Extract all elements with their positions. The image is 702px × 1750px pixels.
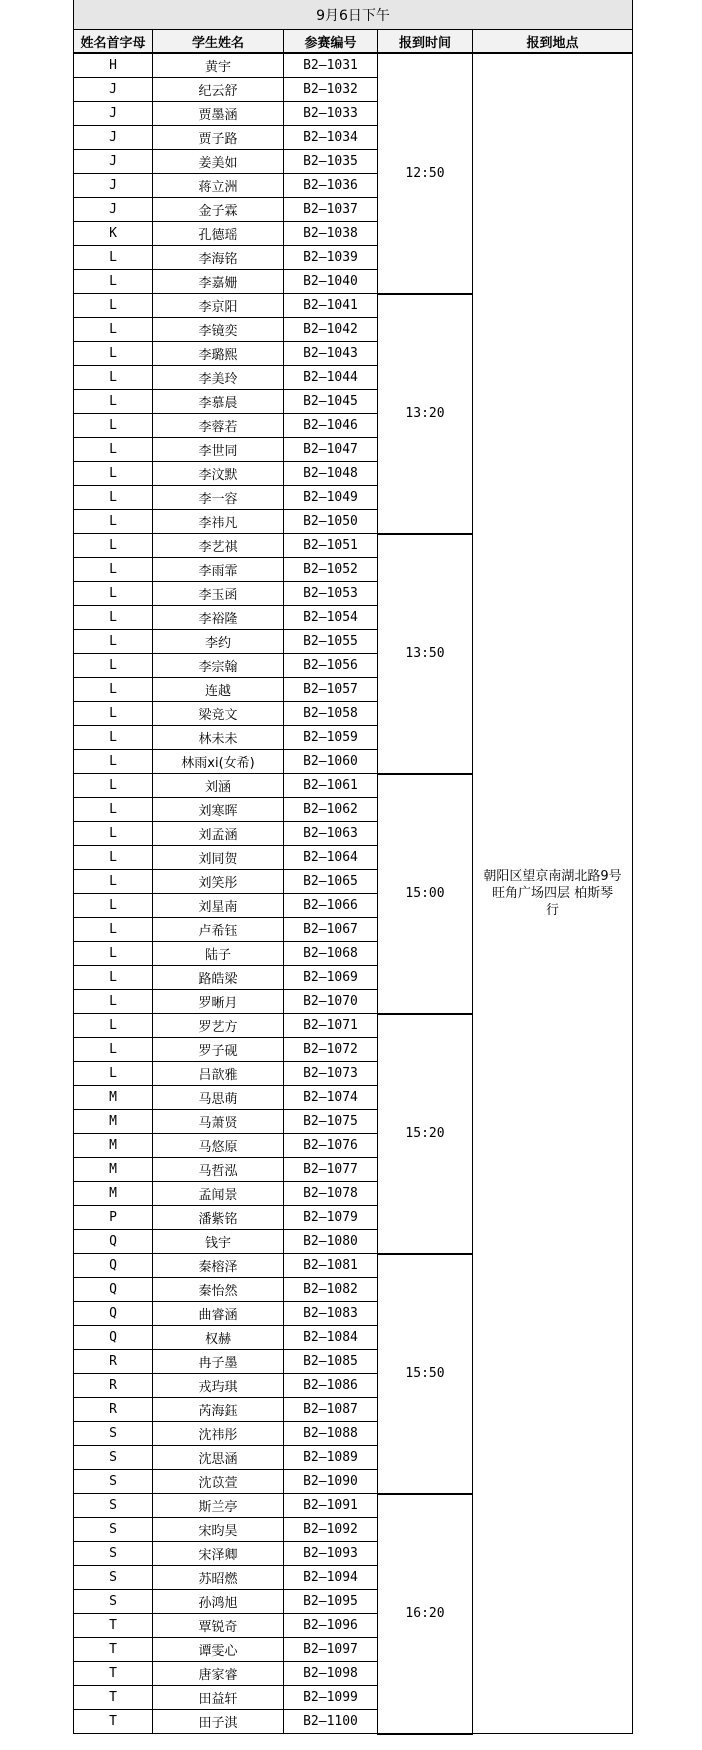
name-initial-cell: L [74, 294, 153, 318]
entry-number-cell: B2—1056 [284, 654, 378, 678]
name-initial-cell: L [74, 750, 153, 774]
name-initial-cell: L [74, 582, 153, 606]
name-initial-cell: S [74, 1422, 153, 1446]
entry-number-cell: B2—1095 [284, 1590, 378, 1614]
entry-number-cell: B2—1089 [284, 1446, 378, 1470]
name-initial-cell: Q [74, 1326, 153, 1350]
name-initial-cell: R [74, 1350, 153, 1374]
student-name-cell: 李雨霏 [153, 558, 284, 582]
name-initial-cell: Q [74, 1254, 153, 1278]
entry-number-cell: B2—1061 [284, 774, 378, 798]
name-initial-cell: L [74, 558, 153, 582]
student-name-cell: 马思萌 [153, 1086, 284, 1110]
entry-number-cell: B2—1081 [284, 1254, 378, 1278]
name-initial-cell: K [74, 222, 153, 246]
schedule-body [74, 53, 633, 1734]
name-initial-cell: T [74, 1686, 153, 1710]
student-name-cell: 谭雯心 [153, 1638, 284, 1662]
name-initial-cell: L [74, 798, 153, 822]
student-name-cell: 宋昀昊 [153, 1518, 284, 1542]
entry-number-cell: B2—1096 [284, 1614, 378, 1638]
name-initial-cell: S [74, 1446, 153, 1470]
student-name-cell: 李艺祺 [153, 534, 284, 558]
student-name-cell: 林雨xi(女希) [153, 750, 284, 774]
name-initial-cell: Q [74, 1230, 153, 1254]
student-name-cell: 李璐熙 [153, 342, 284, 366]
student-name-cell: 芮海鈺 [153, 1398, 284, 1422]
name-initial-cell: M [74, 1134, 153, 1158]
location-line: 旺角广场四层 柏斯琴 [491, 886, 614, 901]
entry-number-cell: B2—1060 [284, 750, 378, 774]
name-initial-cell: L [74, 318, 153, 342]
entry-number-cell: B2—1038 [284, 222, 378, 246]
entry-number-cell: B2—1049 [284, 486, 378, 510]
checkin-time-cell: 15:20 [378, 1014, 473, 1254]
student-name-cell: 权赫 [153, 1326, 284, 1350]
name-initial-cell: L [74, 870, 153, 894]
student-name-cell: 罗晰月 [153, 990, 284, 1014]
name-initial-cell: L [74, 894, 153, 918]
student-name-cell: 李世同 [153, 438, 284, 462]
name-initial-cell: L [74, 702, 153, 726]
name-initial-cell: L [74, 1014, 153, 1038]
entry-number-cell: B2—1085 [284, 1350, 378, 1374]
student-name-cell: 吕歆雅 [153, 1062, 284, 1086]
name-initial-cell: J [74, 102, 153, 126]
entry-number-cell: B2—1070 [284, 990, 378, 1014]
entry-number-cell: B2—1087 [284, 1398, 378, 1422]
entry-number-cell: B2—1031 [284, 53, 378, 78]
table-row [74, 53, 633, 78]
entry-number-cell: B2—1091 [284, 1494, 378, 1518]
entry-number-cell: B2—1076 [284, 1134, 378, 1158]
checkin-time-cell: 12:50 [378, 53, 473, 294]
entry-number-cell: B2—1090 [284, 1470, 378, 1494]
entry-number-cell: B2—1034 [284, 126, 378, 150]
entry-number-cell: B2—1047 [284, 438, 378, 462]
student-name-cell: 覃锐奇 [153, 1614, 284, 1638]
entry-number-cell: B2—1055 [284, 630, 378, 654]
entry-number-cell: B2—1084 [284, 1326, 378, 1350]
name-initial-cell: L [74, 846, 153, 870]
name-initial-cell: T [74, 1614, 153, 1638]
checkin-time-cell: 16:20 [378, 1494, 473, 1734]
entry-number-cell: B2—1039 [284, 246, 378, 270]
student-name-cell: 李汶默 [153, 462, 284, 486]
name-initial-cell: P [74, 1206, 153, 1230]
checkin-time-cell: 13:20 [378, 294, 473, 534]
entry-number-cell: B2—1083 [284, 1302, 378, 1326]
student-name-cell: 宋泽卿 [153, 1542, 284, 1566]
student-name-cell: 刘同贺 [153, 846, 284, 870]
name-initial-cell: L [74, 510, 153, 534]
entry-number-cell: B2—1033 [284, 102, 378, 126]
entry-number-cell: B2—1100 [284, 1710, 378, 1734]
student-name-cell: 贾墨涵 [153, 102, 284, 126]
name-initial-cell: J [74, 198, 153, 222]
entry-number-cell: B2—1099 [284, 1686, 378, 1710]
name-initial-cell: R [74, 1374, 153, 1398]
name-initial-cell: J [74, 174, 153, 198]
header-checkin-location: 报到地点 [473, 30, 633, 54]
entry-number-cell: B2—1045 [284, 390, 378, 414]
student-name-cell: 刘笑彤 [153, 870, 284, 894]
student-name-cell: 李镜奕 [153, 318, 284, 342]
entry-number-cell: B2—1059 [284, 726, 378, 750]
student-name-cell: 李约 [153, 630, 284, 654]
student-name-cell: 黄宇 [153, 53, 284, 78]
entry-number-cell: B2—1057 [284, 678, 378, 702]
title-row [74, 0, 633, 30]
name-initial-cell: S [74, 1566, 153, 1590]
sheet-title: 9月6日下午 [74, 0, 633, 30]
name-initial-cell: L [74, 630, 153, 654]
student-name-cell: 田子淇 [153, 1710, 284, 1734]
student-name-cell: 李美玲 [153, 366, 284, 390]
name-initial-cell: L [74, 414, 153, 438]
entry-number-cell: B2—1065 [284, 870, 378, 894]
entry-number-cell: B2—1080 [284, 1230, 378, 1254]
name-initial-cell: Q [74, 1278, 153, 1302]
student-name-cell: 马萧贤 [153, 1110, 284, 1134]
name-initial-cell: M [74, 1110, 153, 1134]
name-initial-cell: T [74, 1710, 153, 1734]
student-name-cell: 马哲泓 [153, 1158, 284, 1182]
student-name-cell: 田益轩 [153, 1686, 284, 1710]
student-name-cell: 唐家睿 [153, 1662, 284, 1686]
entry-number-cell: B2—1062 [284, 798, 378, 822]
name-initial-cell: L [74, 678, 153, 702]
student-name-cell: 斯兰亭 [153, 1494, 284, 1518]
student-name-cell: 沈祎彤 [153, 1422, 284, 1446]
student-name-cell: 蒋立洲 [153, 174, 284, 198]
entry-number-cell: B2—1079 [284, 1206, 378, 1230]
student-name-cell: 连越 [153, 678, 284, 702]
student-name-cell: 罗艺方 [153, 1014, 284, 1038]
entry-number-cell: B2—1098 [284, 1662, 378, 1686]
header-student-name: 学生姓名 [153, 30, 284, 54]
entry-number-cell: B2—1064 [284, 846, 378, 870]
student-name-cell: 梁竞文 [153, 702, 284, 726]
name-initial-cell: L [74, 342, 153, 366]
entry-number-cell: B2—1054 [284, 606, 378, 630]
schedule-table [73, 0, 633, 1735]
entry-number-cell: B2—1066 [284, 894, 378, 918]
name-initial-cell: M [74, 1182, 153, 1206]
entry-number-cell: B2—1053 [284, 582, 378, 606]
checkin-time-cell: 13:50 [378, 534, 473, 774]
name-initial-cell: L [74, 654, 153, 678]
entry-number-cell: B2—1071 [284, 1014, 378, 1038]
entry-number-cell: B2—1036 [284, 174, 378, 198]
student-name-cell: 金子霖 [153, 198, 284, 222]
header-checkin-time: 报到时间 [378, 30, 473, 54]
student-name-cell: 李嘉姗 [153, 270, 284, 294]
student-name-cell: 戎玙琪 [153, 1374, 284, 1398]
entry-number-cell: B2—1046 [284, 414, 378, 438]
student-name-cell: 姜美如 [153, 150, 284, 174]
checkin-time-cell: 15:50 [378, 1254, 473, 1494]
name-initial-cell: S [74, 1542, 153, 1566]
student-name-cell: 李京阳 [153, 294, 284, 318]
name-initial-cell: L [74, 726, 153, 750]
entry-number-cell: B2—1052 [284, 558, 378, 582]
entry-number-cell: B2—1063 [284, 822, 378, 846]
name-initial-cell: M [74, 1158, 153, 1182]
student-name-cell: 李裕隆 [153, 606, 284, 630]
name-initial-cell: L [74, 990, 153, 1014]
name-initial-cell: L [74, 1062, 153, 1086]
name-initial-cell: T [74, 1638, 153, 1662]
entry-number-cell: B2—1042 [284, 318, 378, 342]
name-initial-cell: L [74, 438, 153, 462]
entry-number-cell: B2—1041 [284, 294, 378, 318]
entry-number-cell: B2—1048 [284, 462, 378, 486]
entry-number-cell: B2—1074 [284, 1086, 378, 1110]
student-name-cell: 纪云舒 [153, 78, 284, 102]
location-line: 朝阳区望京南湖北路9号 [483, 869, 622, 884]
name-initial-cell: L [74, 1038, 153, 1062]
name-initial-cell: L [74, 822, 153, 846]
student-name-cell: 冉子墨 [153, 1350, 284, 1374]
student-name-cell: 李玉函 [153, 582, 284, 606]
entry-number-cell: B2—1093 [284, 1542, 378, 1566]
header-initial: 姓名首字母 [74, 30, 153, 54]
header-row [74, 30, 633, 54]
student-name-cell: 沈苡萱 [153, 1470, 284, 1494]
student-name-cell: 孟闻景 [153, 1182, 284, 1206]
entry-number-cell: B2—1073 [284, 1062, 378, 1086]
student-name-cell: 李海铭 [153, 246, 284, 270]
name-initial-cell: S [74, 1518, 153, 1542]
entry-number-cell: B2—1072 [284, 1038, 378, 1062]
entry-number-cell: B2—1082 [284, 1278, 378, 1302]
student-name-cell: 陆子 [153, 942, 284, 966]
student-name-cell: 秦怡然 [153, 1278, 284, 1302]
student-name-cell: 刘星南 [153, 894, 284, 918]
name-initial-cell: S [74, 1470, 153, 1494]
student-name-cell: 李祎凡 [153, 510, 284, 534]
student-name-cell: 沈思涵 [153, 1446, 284, 1470]
header-entry-number: 参赛编号 [284, 30, 378, 54]
name-initial-cell: L [74, 918, 153, 942]
entry-number-cell: B2—1043 [284, 342, 378, 366]
student-name-cell: 路皓梁 [153, 966, 284, 990]
name-initial-cell: J [74, 126, 153, 150]
name-initial-cell: L [74, 942, 153, 966]
student-name-cell: 刘孟涵 [153, 822, 284, 846]
name-initial-cell: L [74, 534, 153, 558]
name-initial-cell: L [74, 366, 153, 390]
student-name-cell: 刘寒晖 [153, 798, 284, 822]
student-name-cell: 李宗翰 [153, 654, 284, 678]
entry-number-cell: B2—1092 [284, 1518, 378, 1542]
name-initial-cell: T [74, 1662, 153, 1686]
student-name-cell: 卢希钰 [153, 918, 284, 942]
name-initial-cell: L [74, 270, 153, 294]
name-initial-cell: J [74, 78, 153, 102]
student-name-cell: 苏昭燃 [153, 1566, 284, 1590]
student-name-cell: 孙鸿旭 [153, 1590, 284, 1614]
name-initial-cell: L [74, 390, 153, 414]
checkin-time-cell: 15:00 [378, 774, 473, 1014]
student-name-cell: 李蓉若 [153, 414, 284, 438]
checkin-location-cell [473, 53, 633, 1734]
student-name-cell: 刘涵 [153, 774, 284, 798]
name-initial-cell: R [74, 1398, 153, 1422]
name-initial-cell: L [74, 606, 153, 630]
name-initial-cell: L [74, 774, 153, 798]
name-initial-cell: S [74, 1590, 153, 1614]
name-initial-cell: L [74, 462, 153, 486]
entry-number-cell: B2—1035 [284, 150, 378, 174]
entry-number-cell: B2—1094 [284, 1566, 378, 1590]
student-name-cell: 罗子砚 [153, 1038, 284, 1062]
student-name-cell: 马悠原 [153, 1134, 284, 1158]
entry-number-cell: B2—1067 [284, 918, 378, 942]
entry-number-cell: B2—1078 [284, 1182, 378, 1206]
entry-number-cell: B2—1032 [284, 78, 378, 102]
entry-number-cell: B2—1044 [284, 366, 378, 390]
student-name-cell: 秦榕泽 [153, 1254, 284, 1278]
student-name-cell: 贾子路 [153, 126, 284, 150]
entry-number-cell: B2—1097 [284, 1638, 378, 1662]
name-initial-cell: J [74, 150, 153, 174]
student-name-cell: 钱宇 [153, 1230, 284, 1254]
entry-number-cell: B2—1075 [284, 1110, 378, 1134]
name-initial-cell: Q [74, 1302, 153, 1326]
name-initial-cell: M [74, 1086, 153, 1110]
entry-number-cell: B2—1077 [284, 1158, 378, 1182]
name-initial-cell: L [74, 246, 153, 270]
name-initial-cell: L [74, 966, 153, 990]
name-initial-cell: H [74, 53, 153, 78]
entry-number-cell: B2—1069 [284, 966, 378, 990]
student-name-cell: 李一容 [153, 486, 284, 510]
student-name-cell: 曲睿涵 [153, 1302, 284, 1326]
student-name-cell: 潘紫铭 [153, 1206, 284, 1230]
entry-number-cell: B2—1051 [284, 534, 378, 558]
entry-number-cell: B2—1088 [284, 1422, 378, 1446]
student-name-cell: 林未未 [153, 726, 284, 750]
entry-number-cell: B2—1086 [284, 1374, 378, 1398]
entry-number-cell: B2—1040 [284, 270, 378, 294]
location-line: 行 [546, 903, 560, 918]
entry-number-cell: B2—1068 [284, 942, 378, 966]
schedule-sheet [73, 0, 632, 1735]
student-name-cell: 李慕晨 [153, 390, 284, 414]
student-name-cell: 孔德瑶 [153, 222, 284, 246]
name-initial-cell: L [74, 486, 153, 510]
entry-number-cell: B2—1037 [284, 198, 378, 222]
name-initial-cell: S [74, 1494, 153, 1518]
entry-number-cell: B2—1058 [284, 702, 378, 726]
entry-number-cell: B2—1050 [284, 510, 378, 534]
